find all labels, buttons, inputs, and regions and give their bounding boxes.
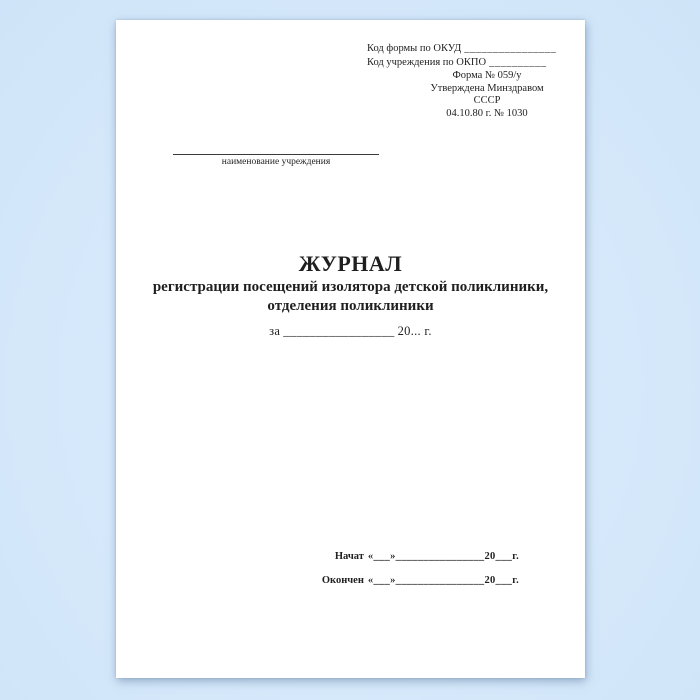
approval-date-number: 04.10.80 г. № 1030 [446, 107, 528, 119]
institution-name-blank-line [173, 140, 379, 155]
approved-by-line: Утверждена Минздравом СССР [430, 82, 544, 106]
finished-label: Окончен [321, 575, 364, 586]
journal-subtitle-line1: регистрации посещений изолятора детской поликлиники, [152, 279, 549, 295]
period-suffix: 20... г. [397, 324, 432, 338]
form-number: Форма № 059/у [452, 70, 522, 81]
okpo-code-line [367, 56, 557, 70]
okud-code-label: Код формы по ОКУД [367, 43, 462, 54]
period-blank: _________________ [283, 324, 395, 338]
okpo-code-blank: __________ [489, 56, 547, 68]
form-approval-block [419, 70, 555, 120]
journal-title: ЖУРНАЛ [298, 251, 403, 276]
period-prefix: за [269, 324, 281, 338]
institution-name-caption: наименование учреждения [221, 157, 331, 167]
title-block [116, 250, 585, 339]
okud-code-line [367, 42, 557, 56]
okud-code-blank: ________________ [464, 43, 557, 54]
journal-subtitle-line2: отделения поликлиники [267, 298, 434, 314]
period-line [116, 324, 585, 339]
institution-name-block [173, 140, 379, 167]
start-end-dates-block [322, 551, 519, 599]
form-codes-block [367, 42, 557, 120]
okpo-code-label: Код учреждения по ОКПО [367, 56, 487, 68]
started-line [322, 551, 519, 562]
finished-line [322, 575, 519, 586]
document-page [116, 20, 585, 678]
started-date-blank: «___»________________20___г. [367, 551, 519, 562]
started-label: Начат [334, 551, 364, 562]
finished-date-blank: «___»________________20___г. [367, 575, 519, 586]
